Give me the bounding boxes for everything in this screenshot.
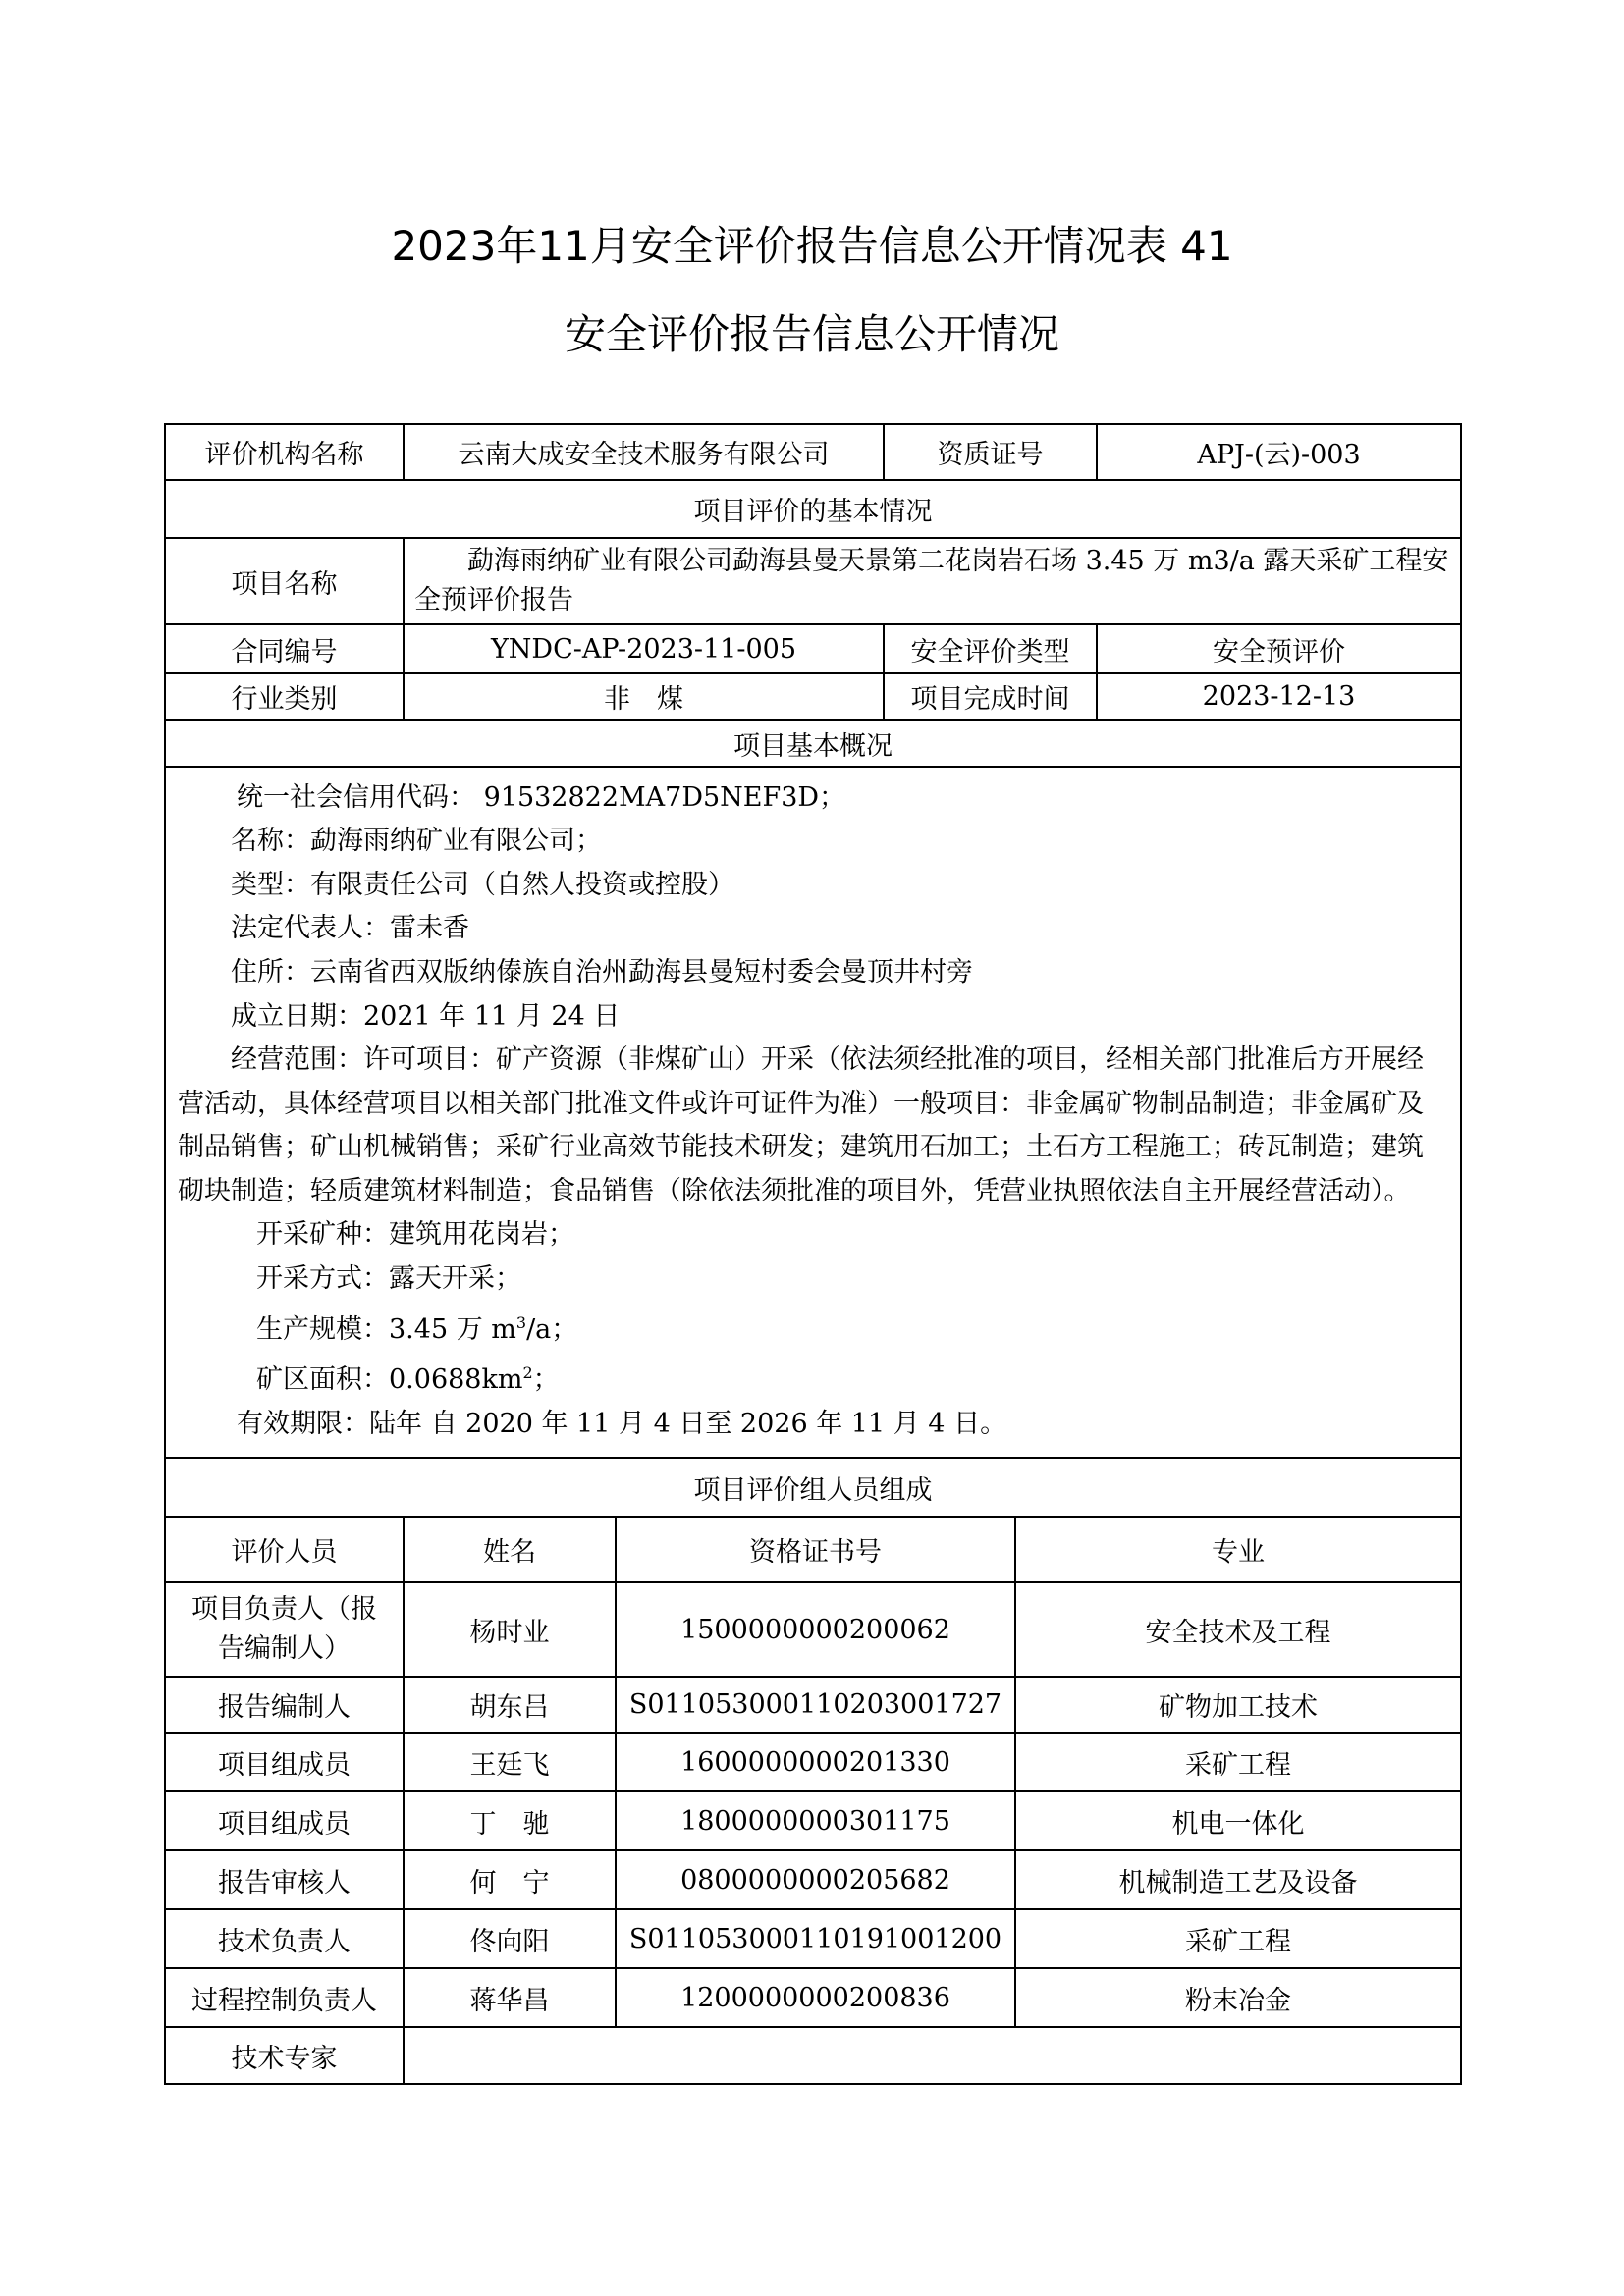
tech-expert-value (404, 2027, 1461, 2084)
tech-expert-label: 技术专家 (165, 2027, 404, 2084)
team-header-major: 专业 (1015, 1517, 1461, 1582)
address: 住所：云南省西双版纳傣族自治州勐海县曼短村委会曼顶井村旁 (231, 956, 973, 988)
team-member-name: 何 宁 (404, 1850, 616, 1909)
table-row (165, 538, 1461, 624)
team-role: 项目组成员 (165, 1791, 404, 1850)
team-role: 报告编制人 (165, 1677, 404, 1733)
team-row (165, 1909, 1461, 1968)
company-type: 类型：有限责任公司（自然人投资或控股） (231, 869, 734, 900)
team-cert: 1500000000200062 (616, 1582, 1015, 1677)
team-role: 技术负责人 (165, 1909, 404, 1968)
team-member-name: 蒋华昌 (404, 1968, 616, 2027)
team-cert: 1600000000201330 (616, 1733, 1015, 1791)
team-member-name: 杨时业 (404, 1582, 616, 1677)
finish-time-value: 2023-12-13 (1097, 673, 1461, 720)
org-value: 云南大成安全技术服务有限公司 (404, 424, 884, 480)
table-row (165, 480, 1461, 538)
overview-cell (165, 767, 1461, 1458)
team-cert: 1800000000301175 (616, 1791, 1015, 1850)
contract-value: YNDC-AP-2023-11-005 (404, 624, 884, 673)
business-scope: 经营范围：许可项目：矿产资源（非煤矿山）开采（依法须经批准的项目，经相关部门批准后方开展经营活动，具体经营项目以相关部门批准文件或许可证件为准）一般项目：非金属矿物制品制造；非金属矿及制品销售；矿山机械销售；采矿行业高效节能技术研发；建筑用石加工；土石方工程施工；砖瓦制造；建筑砌块制造；轻质建筑材料制造；食品销售（除依法须批准的项目外，凭营业执照依法自主开展经营活动）。 (178, 1044, 1424, 1206)
section-basic-heading: 项目评价的基本情况 (165, 480, 1461, 538)
mineral-type: 开采矿种：建筑用花岗岩； (256, 1219, 574, 1251)
team-role: 项目负责人（报告编制人） (165, 1582, 404, 1677)
legal-representative: 法定代表人：雷未香 (231, 913, 469, 944)
table-row (165, 720, 1461, 767)
team-major: 机电一体化 (1015, 1791, 1461, 1850)
production-scale: 生产规模：3.45 万 $m^3/a$； (256, 1312, 578, 1345)
page-title: 2023年11月安全评价报告信息公开情况表 41 (391, 222, 1233, 270)
team-header-name: 姓名 (404, 1517, 616, 1582)
cert-value: APJ-(云)-003 (1097, 424, 1461, 480)
team-row (165, 2027, 1461, 2084)
team-role: 项目组成员 (165, 1733, 404, 1791)
team-major: 采矿工程 (1015, 1733, 1461, 1791)
finish-time-label: 项目完成时间 (884, 673, 1097, 720)
team-header-role: 评价人员 (165, 1517, 404, 1582)
page-subtitle: 安全评价报告信息公开情况 (564, 310, 1059, 358)
table-row (165, 624, 1461, 673)
table-row (165, 767, 1461, 1458)
team-cert: S011053000110191001200 (616, 1909, 1015, 1968)
team-cert: S011053000110203001727 (616, 1677, 1015, 1733)
team-row (165, 1733, 1461, 1791)
table-row (165, 1458, 1461, 1517)
cert-label: 资质证号 (884, 424, 1097, 480)
team-row (165, 1850, 1461, 1909)
disclosure-table (164, 423, 1462, 2085)
credit-code: 统一社会信用代码： 91532822MA7D5NEF3D； (237, 781, 846, 813)
team-cert: 1200000000200836 (616, 1968, 1015, 2027)
team-row (165, 1791, 1461, 1850)
team-member-name: 胡东吕 (404, 1677, 616, 1733)
validity-period: 有效期限：陆年 自 2020 年 11 月 4 日至 2026 年 11 月 4 日。 (237, 1408, 1007, 1439)
team-major: 矿物加工技术 (1015, 1677, 1461, 1733)
team-major: 机械制造工艺及设备 (1015, 1850, 1461, 1909)
contract-label: 合同编号 (165, 624, 404, 673)
org-label: 评价机构名称 (165, 424, 404, 480)
team-major: 采矿工程 (1015, 1909, 1461, 1968)
mining-method: 开采方式：露天开采； (256, 1263, 521, 1295)
section-overview-heading: 项目基本概况 (165, 720, 1461, 767)
table-row (165, 424, 1461, 480)
team-header-cert: 资格证书号 (616, 1517, 1015, 1582)
team-role: 过程控制负责人 (165, 1968, 404, 2027)
team-member-name: 佟向阳 (404, 1909, 616, 1968)
industry-value: 非 煤 (404, 673, 884, 720)
team-role: 报告审核人 (165, 1850, 404, 1909)
project-name-label: 项目名称 (165, 538, 404, 624)
team-member-name: 丁 驰 (404, 1791, 616, 1850)
team-major: 粉末冶金 (1015, 1968, 1461, 2027)
team-row (165, 1582, 1461, 1677)
mine-area: 矿区面积：$0.0688km^2$； (256, 1363, 560, 1396)
team-header-row (165, 1517, 1461, 1582)
founded-date: 成立日期：2021 年 11 月 24 日 (231, 1000, 621, 1032)
eval-type-label: 安全评价类型 (884, 624, 1097, 673)
table-row (165, 673, 1461, 720)
team-cert: 0800000000205682 (616, 1850, 1015, 1909)
project-name-value: 勐海雨纳矿业有限公司勐海县曼天景第二花岗岩石场 3.45 万 m3/a 露天采矿工程安全预评价报告 (404, 538, 1461, 624)
industry-label: 行业类别 (165, 673, 404, 720)
team-member-name: 王廷飞 (404, 1733, 616, 1791)
team-major: 安全技术及工程 (1015, 1582, 1461, 1677)
section-team-heading: 项目评价组人员组成 (165, 1458, 1461, 1517)
team-row (165, 1677, 1461, 1733)
eval-type-value: 安全预评价 (1097, 624, 1461, 673)
team-row (165, 1968, 1461, 2027)
company-name: 名称：勐海雨纳矿业有限公司； (231, 826, 602, 857)
